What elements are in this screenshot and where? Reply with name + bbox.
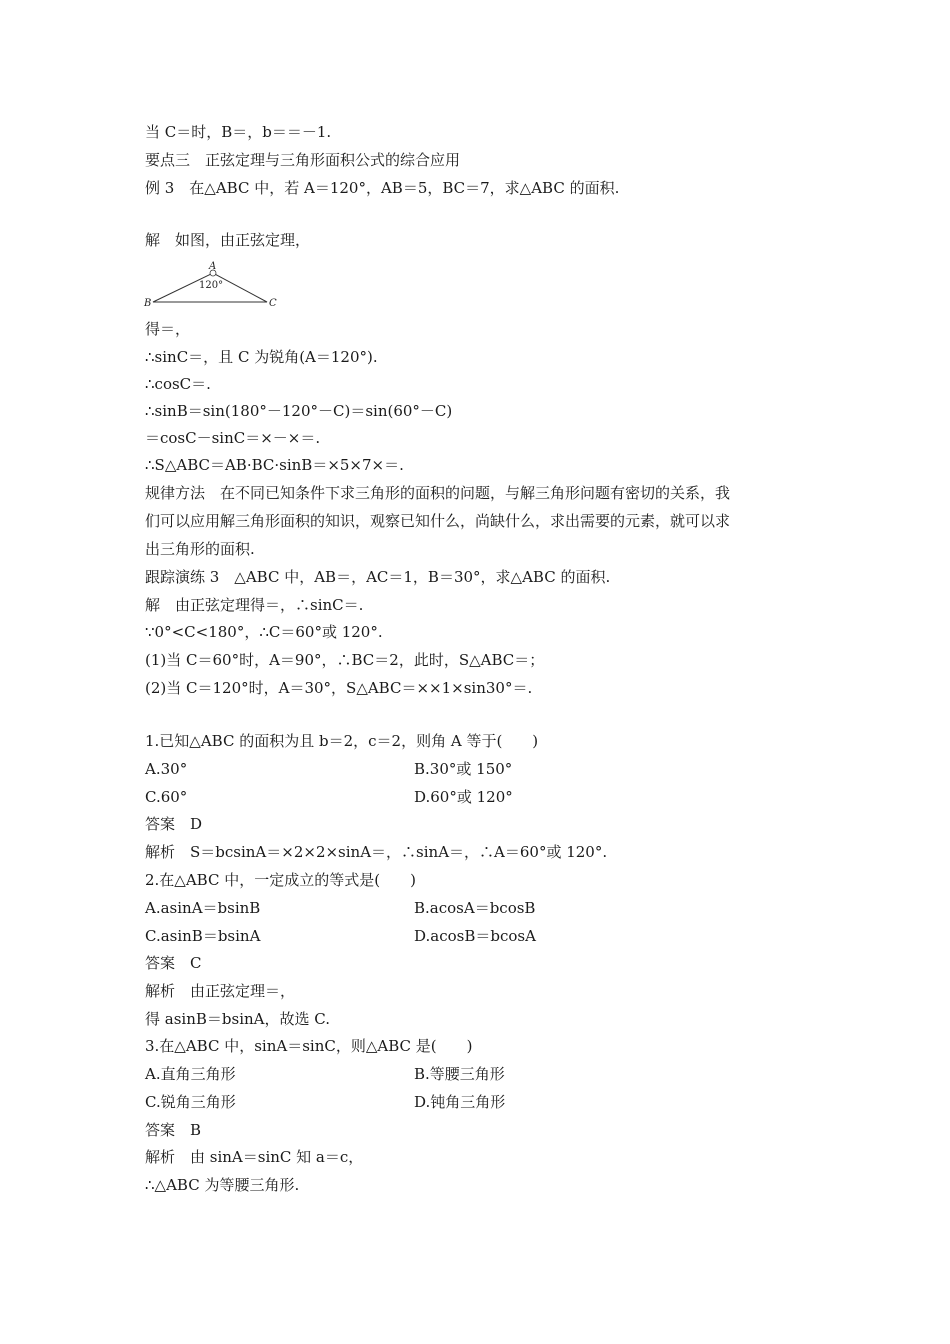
text-line: ＝cosC－sinC＝×－×＝. [145, 429, 321, 447]
q1-option-b: B.30°或 150° [414, 760, 513, 778]
text-line: ∴sinC＝，且 C 为锐角(A＝120°). [145, 348, 378, 366]
triangle-figure [141, 258, 291, 314]
q1-option-c: C.60° [145, 788, 188, 806]
q2-explanation: 解析 由正弦定理＝， [145, 982, 296, 1000]
text-line: ∴sinB＝sin(180°－120°－C)＝sin(60°－C) [145, 402, 453, 420]
text-line: ∴cosC＝. [145, 375, 211, 393]
q2-option-a: A.asinA＝bsinB [145, 899, 261, 917]
text-line: (2)当 C＝120°时，A＝30°，S△ABC＝××1×sin30°＝. [145, 679, 533, 697]
q2-explanation: 得 asinB＝bsinA，故选 C. [145, 1010, 330, 1028]
question-2: 2.在△ABC 中，一定成立的等式是( ) [145, 871, 416, 889]
q2-option-c: C.asinB＝bsinA [145, 927, 261, 945]
question-3: 3.在△ABC 中，sinA＝sinC，则△ABC 是( ) [145, 1037, 473, 1055]
q1-answer: 答案 D [145, 815, 203, 833]
example-3-problem: 例 3 在△ABC 中，若 A＝120°，AB＝5，BC＝7，求△ABC 的面积. [145, 179, 620, 197]
q3-answer: 答案 B [145, 1121, 202, 1139]
vertex-a-label: A [209, 261, 217, 272]
q1-explanation: 解析 S＝bcsinA＝×2×2×sinA＝，∴sinA＝，∴A＝60°或 120°. [145, 843, 608, 861]
text-line: ∵0°<C<180°，∴C＝60°或 120°. [145, 623, 383, 641]
vertex-c-label: C [269, 298, 277, 309]
q3-option-c: C.锐角三角形 [145, 1093, 236, 1111]
text-line: ∴S△ABC＝AB·BC·sinB＝×5×7×＝. [145, 456, 404, 474]
method-paragraph: 们可以应用解三角形面积的知识，观察已知什么，尚缺什么，求出需要的元素，就可以求 [145, 512, 731, 530]
question-1: 1.已知△ABC 的面积为且 b＝2，c＝2，则角 A 等于( ) [145, 732, 539, 750]
solution-intro: 解 如图，由正弦定理， [145, 231, 311, 249]
q2-option-b: B.acosA＝bcosB [414, 899, 536, 917]
section-heading: 要点三 正弦定理与三角形面积公式的综合应用 [145, 151, 461, 169]
text-line: (1)当 C＝60°时，A＝90°，∴BC＝2，此时，S△ABC＝； [145, 651, 545, 669]
q3-explanation: 解析 由 sinA＝sinC 知 a＝c， [145, 1148, 364, 1166]
q3-option-a: A.直角三角形 [145, 1065, 236, 1083]
q1-option-a: A.30° [145, 760, 188, 778]
q2-option-d: D.acosB＝bcosA [414, 927, 536, 945]
q3-explanation: ∴△ABC 为等腰三角形. [145, 1176, 300, 1194]
q3-option-d: D.钝角三角形 [414, 1093, 506, 1111]
text-line: 当 C＝时，B＝，b＝＝－1. [145, 123, 332, 141]
method-paragraph: 出三角形的面积. [145, 540, 255, 558]
angle-label: 120° [199, 280, 224, 291]
q3-option-b: B.等腰三角形 [414, 1065, 505, 1083]
text-line: 得＝， [145, 320, 191, 338]
practice-3-problem: 跟踪演练 3 △ABC 中，AB＝，AC＝1，B＝30°，求△ABC 的面积. [145, 568, 611, 586]
method-paragraph: 规律方法 在不同已知条件下求三角形的面积的问题，与解三角形问题有密切的关系，我 [145, 484, 731, 502]
q1-option-d: D.60°或 120° [414, 788, 513, 806]
text-line: 解 由正弦定理得＝，∴sinC＝. [145, 596, 364, 614]
vertex-b-label: B [144, 298, 152, 309]
q2-answer: 答案 C [145, 954, 202, 972]
